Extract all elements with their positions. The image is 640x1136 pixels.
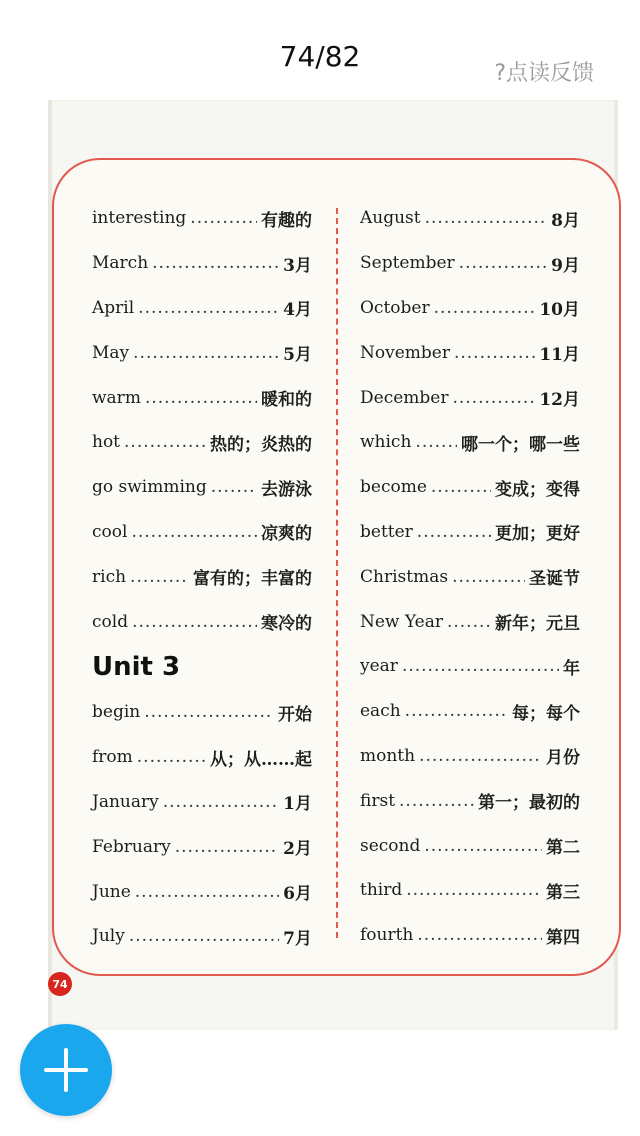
- vocab-meaning: 去游泳: [261, 479, 312, 500]
- vocab-meaning: 12月: [539, 390, 580, 411]
- vocab-meaning: 更加；更好: [495, 524, 580, 545]
- vocab-word: hot: [92, 432, 121, 453]
- vocab-meaning: 7月: [283, 928, 312, 949]
- vocab-word: April: [92, 297, 135, 318]
- vocab-meaning: 有趣的: [261, 210, 312, 231]
- page-indicator: 74/82: [279, 40, 361, 73]
- vocab-entry[interactable]: [92, 914, 312, 959]
- vocab-entry[interactable]: [92, 599, 312, 644]
- vocab-entry[interactable]: [360, 689, 580, 734]
- vocab-entry[interactable]: [92, 330, 312, 375]
- vocab-meaning: 寒冷的: [261, 614, 312, 635]
- vocab-word: from: [92, 747, 133, 768]
- vocab-word: which: [360, 432, 412, 453]
- vocab-meaning: 从；从……起: [210, 749, 312, 770]
- vocab-entry[interactable]: [92, 241, 312, 286]
- vocab-word: March: [92, 253, 149, 274]
- vocab-meaning: 每；每个: [512, 703, 580, 724]
- vocab-meaning: 第一；最初的: [478, 793, 580, 814]
- feedback-link[interactable]: ?点读反馈: [494, 61, 594, 86]
- page-number-badge: 74: [48, 972, 72, 996]
- vocab-entry[interactable]: [92, 824, 312, 869]
- vocab-entry[interactable]: [360, 644, 580, 689]
- vocab-meaning: 3月: [283, 255, 312, 276]
- vocab-entry[interactable]: [360, 196, 580, 241]
- vocab-entry[interactable]: [92, 465, 312, 510]
- vocab-word: month: [360, 745, 416, 766]
- vocab-entry[interactable]: [92, 690, 312, 735]
- vocab-meaning: 开始: [278, 704, 312, 725]
- vocab-word: November: [360, 342, 450, 363]
- vocab-meaning: 哪一个；哪一些: [461, 434, 580, 455]
- vocab-meaning: 11月: [539, 345, 580, 366]
- vocab-word: go swimming: [92, 477, 207, 498]
- vocab-entry[interactable]: [92, 554, 312, 599]
- vocab-entry[interactable]: [360, 778, 580, 823]
- vocab-meaning: 新年；元旦: [495, 614, 580, 635]
- vocab-meaning: 暖和的: [261, 390, 312, 411]
- vocab-entry[interactable]: [92, 780, 312, 825]
- vocab-meaning: 4月: [283, 300, 312, 321]
- vocab-word: warm: [92, 387, 141, 408]
- vocab-entry[interactable]: [360, 734, 580, 779]
- vocab-meaning: 2月: [283, 839, 312, 860]
- vocab-meaning: 第三: [546, 882, 580, 903]
- vocab-entry[interactable]: [92, 510, 312, 555]
- unit-heading: Unit 3: [92, 651, 181, 682]
- vocab-entry[interactable]: [360, 375, 580, 420]
- vocab-word: interesting: [92, 208, 187, 229]
- vocabulary-column-left: [92, 196, 312, 959]
- vocab-entry[interactable]: [360, 510, 580, 555]
- vocab-word: each: [360, 701, 401, 722]
- vocab-word: rich: [92, 566, 127, 587]
- vocab-entry[interactable]: [360, 420, 580, 465]
- vocab-word: year: [360, 656, 398, 677]
- vocab-word: New Year: [360, 611, 443, 632]
- book-page-image[interactable]: [48, 100, 618, 1030]
- vocabulary-column-right: [360, 196, 580, 958]
- vocab-word: second: [360, 835, 421, 856]
- vocab-word: August: [360, 208, 421, 229]
- vocab-meaning: 1月: [283, 794, 312, 815]
- vocab-entry[interactable]: [360, 599, 580, 644]
- plus-icon: [20, 1024, 112, 1116]
- vocab-word: fourth: [360, 925, 414, 946]
- vocab-meaning: 9月: [551, 255, 580, 276]
- vocab-word: July: [92, 926, 125, 947]
- vocab-word: Christmas: [360, 566, 449, 587]
- vocab-entry[interactable]: [92, 420, 312, 465]
- vocab-meaning: 5月: [283, 345, 312, 366]
- vocab-entry[interactable]: [360, 554, 580, 599]
- vocab-entry[interactable]: [360, 286, 580, 331]
- vocab-entry[interactable]: [92, 286, 312, 331]
- vocab-word: January: [92, 791, 159, 812]
- vocab-meaning: 变成；变得: [495, 479, 580, 500]
- vocab-entry[interactable]: [92, 735, 312, 780]
- vocab-entry[interactable]: [92, 375, 312, 420]
- vocab-word: better: [360, 521, 413, 542]
- vocab-meaning: 10月: [539, 300, 580, 321]
- vocab-word: September: [360, 253, 455, 274]
- column-divider: [336, 208, 338, 938]
- vocab-meaning: 6月: [283, 884, 312, 905]
- top-bar: [0, 0, 640, 100]
- vocab-word: third: [360, 880, 403, 901]
- vocab-meaning: 热的；炎热的: [210, 434, 312, 455]
- vocab-meaning: 富有的；丰富的: [193, 569, 312, 590]
- vocab-word: December: [360, 387, 449, 408]
- vocab-meaning: 圣诞节: [529, 569, 580, 590]
- vocab-entry[interactable]: [360, 330, 580, 375]
- vocab-word: February: [92, 836, 171, 857]
- vocab-entry[interactable]: [92, 869, 312, 914]
- vocab-word: first: [360, 790, 396, 811]
- add-button[interactable]: [20, 1024, 112, 1116]
- vocab-entry[interactable]: [360, 868, 580, 913]
- vocab-meaning: 年: [563, 658, 580, 679]
- vocab-meaning: 凉爽的: [261, 524, 312, 545]
- vocab-entry[interactable]: [360, 913, 580, 958]
- vocab-meaning: 8月: [551, 210, 580, 231]
- vocab-word: May: [92, 342, 130, 363]
- vocab-word: cool: [92, 521, 128, 542]
- vocabulary-frame: [52, 158, 621, 976]
- vocab-word: cold: [92, 611, 129, 632]
- vocab-entry[interactable]: [360, 823, 580, 868]
- vocab-entry[interactable]: [92, 196, 312, 241]
- vocab-word: October: [360, 297, 430, 318]
- vocab-meaning: 第二: [546, 838, 580, 859]
- vocab-word: become: [360, 477, 427, 498]
- vocab-word: begin: [92, 702, 141, 723]
- vocab-word: June: [92, 881, 131, 902]
- vocab-entry[interactable]: [360, 465, 580, 510]
- vocab-meaning: 第四: [546, 927, 580, 948]
- vocab-meaning: 月份: [546, 748, 580, 769]
- vocab-entry[interactable]: [360, 241, 580, 286]
